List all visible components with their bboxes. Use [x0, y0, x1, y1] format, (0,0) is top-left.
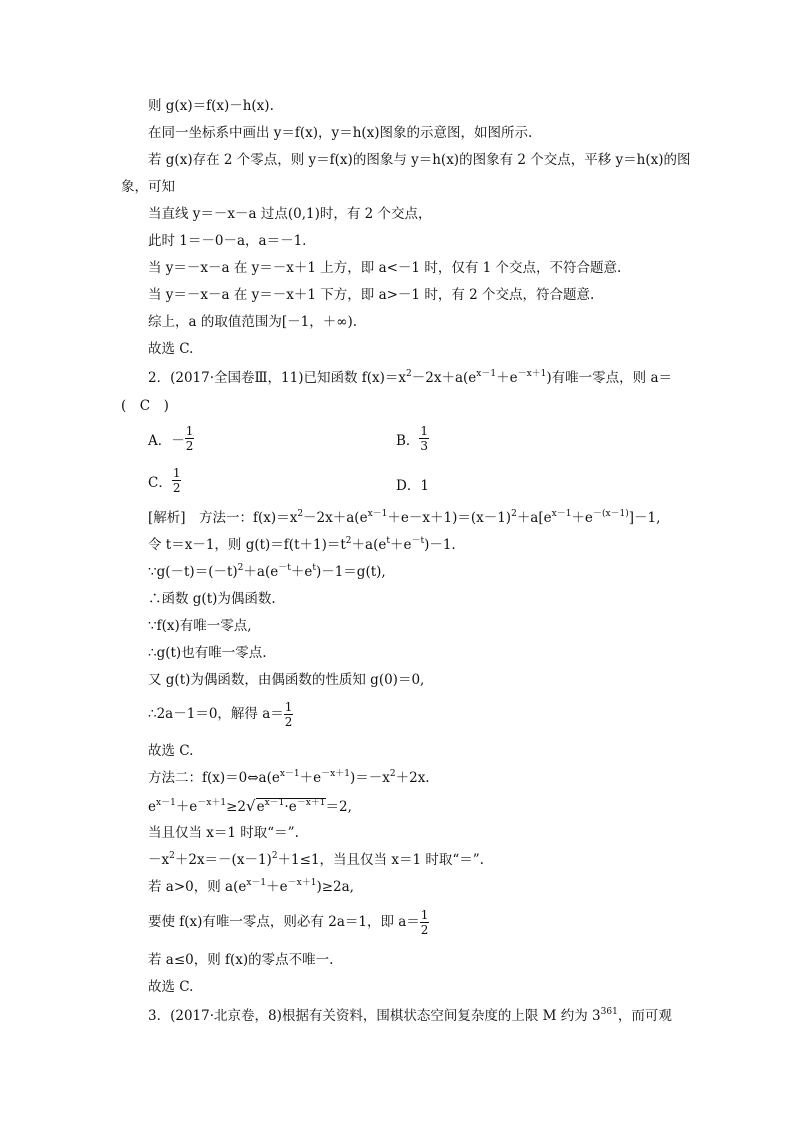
text-run: ·e — [284, 799, 297, 815]
text-run: ∴2a－1＝0，解得 a＝ — [148, 706, 284, 722]
text-run: ＋1≤1，当且仅当 x＝1 时取“＝”. — [277, 852, 484, 868]
superscript: x－1 — [476, 369, 497, 379]
superscript: x－1 — [279, 769, 300, 779]
text-run: ＋e — [175, 799, 198, 815]
solution-tag: [解析] — [148, 510, 186, 526]
text-run: 要使 f(x)有唯一零点，则必有 2a＝1，即 a＝ — [148, 914, 420, 930]
numerator: 1 — [420, 424, 429, 438]
text-run: ＝2, — [325, 799, 352, 815]
superscript: －(x－1) — [592, 509, 629, 519]
text-run: ＋2x. — [395, 770, 430, 786]
text-line: 当 y＝－x－a 在 y＝－x＋1 下方，即 a>－1 时，有 2 个交点，符合题意. — [148, 287, 595, 303]
superscript: 2 — [511, 509, 517, 519]
text-line: 故选 C. — [148, 743, 194, 759]
superscript: x－1 — [367, 509, 388, 519]
text-run: 令 t＝x－1，则 g(t)＝f(t＋1)＝t — [148, 537, 346, 553]
text-run: 若 a>0，则 a(e — [148, 879, 247, 895]
text-line: 当且仅当 x＝1 时取“＝”. — [148, 825, 299, 841]
text-line: 若 g(x)存在 2 个零点，则 y＝f(x)的图象与 y＝h(x)的图象有 2 个交点，平移 y＝h(x)的图 — [148, 152, 691, 168]
text-run: ＋e — [299, 770, 322, 786]
text-run: )－1. — [424, 537, 456, 553]
text-line: 又 g(t)为偶函数，由偶函数的性质知 g(0)＝0, — [148, 672, 425, 688]
numerator: 1 — [172, 466, 181, 480]
text-line: 故选 C. — [148, 979, 194, 995]
denominator: 2 — [172, 481, 181, 495]
text-line: 当 y＝－x－a 在 y＝－x＋1 上方，即 a<－1 时，仅有 1 个交点，不符合题意. — [148, 260, 622, 276]
text-run: ＋e — [571, 510, 593, 526]
superscript: －t — [278, 563, 291, 573]
superscript: x－1 — [264, 798, 285, 808]
text-run: ＋e — [496, 370, 518, 386]
option-label: B． — [396, 432, 420, 449]
text-run: )＝－x — [349, 770, 390, 786]
text-run: 3．(2017·北京卷，8)根据有关资料，围棋状态空间复杂度的上限 M 约为 3 — [148, 1008, 601, 1024]
text-line: 当直线 y＝－x－a 过点(0,1)时，有 2 个交点， — [148, 206, 432, 222]
superscript: 361 — [600, 1007, 618, 1017]
text-run: 方法一：f(x)＝x — [185, 510, 298, 526]
superscript: 2 — [271, 851, 278, 861]
text-line — [148, 536, 456, 554]
numerator: 1 — [185, 424, 194, 438]
denominator: 2 — [284, 715, 293, 729]
text-line: ∴g(t)也有唯一零点. — [148, 645, 267, 661]
superscript: x－1 — [156, 798, 176, 808]
text-line: 此时 1＝－0－a，a＝－1. — [148, 233, 307, 249]
superscript: －x＋1 — [296, 798, 326, 808]
text-run: 2．(2017·全国卷Ⅲ，11)已知函数 f(x)＝x — [148, 370, 407, 386]
superscript: 2 — [297, 509, 304, 519]
fraction — [419, 424, 429, 453]
text-line — [148, 797, 352, 816]
superscript: －t — [411, 536, 425, 546]
text-run: ＋e — [290, 564, 313, 580]
denominator: 2 — [420, 923, 429, 937]
text-run: ＋e－x＋1)＝(x－1) — [387, 510, 512, 526]
option-b — [396, 424, 429, 453]
text-run: ＋a(e — [351, 537, 387, 553]
text-line: 若 a≤0，则 f(x)的零点不唯一. — [148, 952, 334, 968]
option-a — [148, 424, 194, 453]
text-line — [148, 851, 484, 869]
text-run: －2x＋a(e — [303, 510, 368, 526]
numerator: 1 — [420, 908, 429, 922]
option-d: D．1 — [396, 478, 429, 494]
text-line: 象，可知 — [121, 179, 175, 195]
text-line — [148, 700, 293, 729]
solution-method-1 — [148, 509, 660, 527]
text-run: －2x＋a(e — [411, 370, 477, 386]
text-run: ＋e — [389, 537, 412, 553]
text-run: )有唯一零点，则 a＝ — [546, 370, 673, 386]
text-line: 则 g(x)＝f(x)－h(x). — [148, 98, 274, 114]
option-label: C． — [148, 474, 172, 491]
superscript: 2 — [345, 536, 352, 546]
text-run: ＋a(e — [243, 564, 279, 580]
question-3-stem — [148, 1007, 672, 1025]
numerator: 1 — [284, 700, 293, 714]
text-line — [148, 878, 354, 896]
superscript: 2 — [237, 563, 244, 573]
text-run: ]－1, — [628, 510, 661, 526]
sqrt-radicand — [256, 798, 326, 815]
answer-bracket: ( C ) — [121, 398, 169, 414]
text-run: ，而可观 — [617, 1008, 672, 1024]
superscript: t — [312, 563, 316, 573]
superscript: 2 — [406, 369, 412, 379]
text-run: )－1＝g(t), — [315, 564, 386, 580]
fraction — [172, 466, 182, 495]
text-run: 方法二：f(x)＝0⇔a(e — [148, 770, 280, 786]
text-run: －x — [148, 852, 170, 868]
text-line — [148, 908, 429, 937]
text-line: ∵f(x)有唯一零点, — [148, 618, 252, 634]
superscript: t — [386, 536, 390, 546]
text-line: ∴函数 g(t)为偶函数. — [148, 591, 276, 607]
denominator: 2 — [185, 439, 194, 453]
text-run: ≥2 — [226, 799, 247, 815]
fraction — [284, 700, 294, 729]
superscript: －x＋1 — [287, 878, 317, 888]
text-run: )≥2a, — [316, 879, 354, 895]
superscript: x－1 — [551, 509, 572, 519]
option-c — [148, 466, 181, 495]
fraction — [420, 908, 430, 937]
option-label: A．－ — [148, 432, 185, 449]
text-run: ∵g(－t)＝(－t) — [148, 564, 238, 580]
superscript: x－1 — [246, 878, 267, 888]
superscript: 2 — [389, 769, 396, 779]
sqrt-icon: √ — [246, 797, 256, 815]
text-line: 在同一坐标系中画出 y＝f(x)，y＝h(x)图象的示意图，如图所示. — [148, 125, 533, 141]
question-2-stem — [148, 369, 672, 387]
fraction — [185, 424, 195, 453]
text-line — [148, 563, 386, 581]
text-run: e — [148, 799, 156, 815]
text-run: e — [256, 799, 265, 815]
solution-method-2 — [148, 769, 430, 787]
text-line: 故选 C. — [148, 341, 194, 357]
superscript: －x＋1 — [517, 369, 547, 379]
text-run: ＋2x＝－(x－1) — [174, 852, 272, 868]
denominator: 3 — [420, 439, 429, 453]
text-line: 综上，a 的取值范围为[－1，＋∞). — [148, 314, 357, 330]
text-run: ＋a[e — [516, 510, 552, 526]
superscript: 2 — [169, 851, 175, 861]
superscript: －x＋1 — [197, 798, 227, 808]
text-run: ＋e — [266, 879, 288, 895]
superscript: －x＋1 — [321, 769, 350, 779]
